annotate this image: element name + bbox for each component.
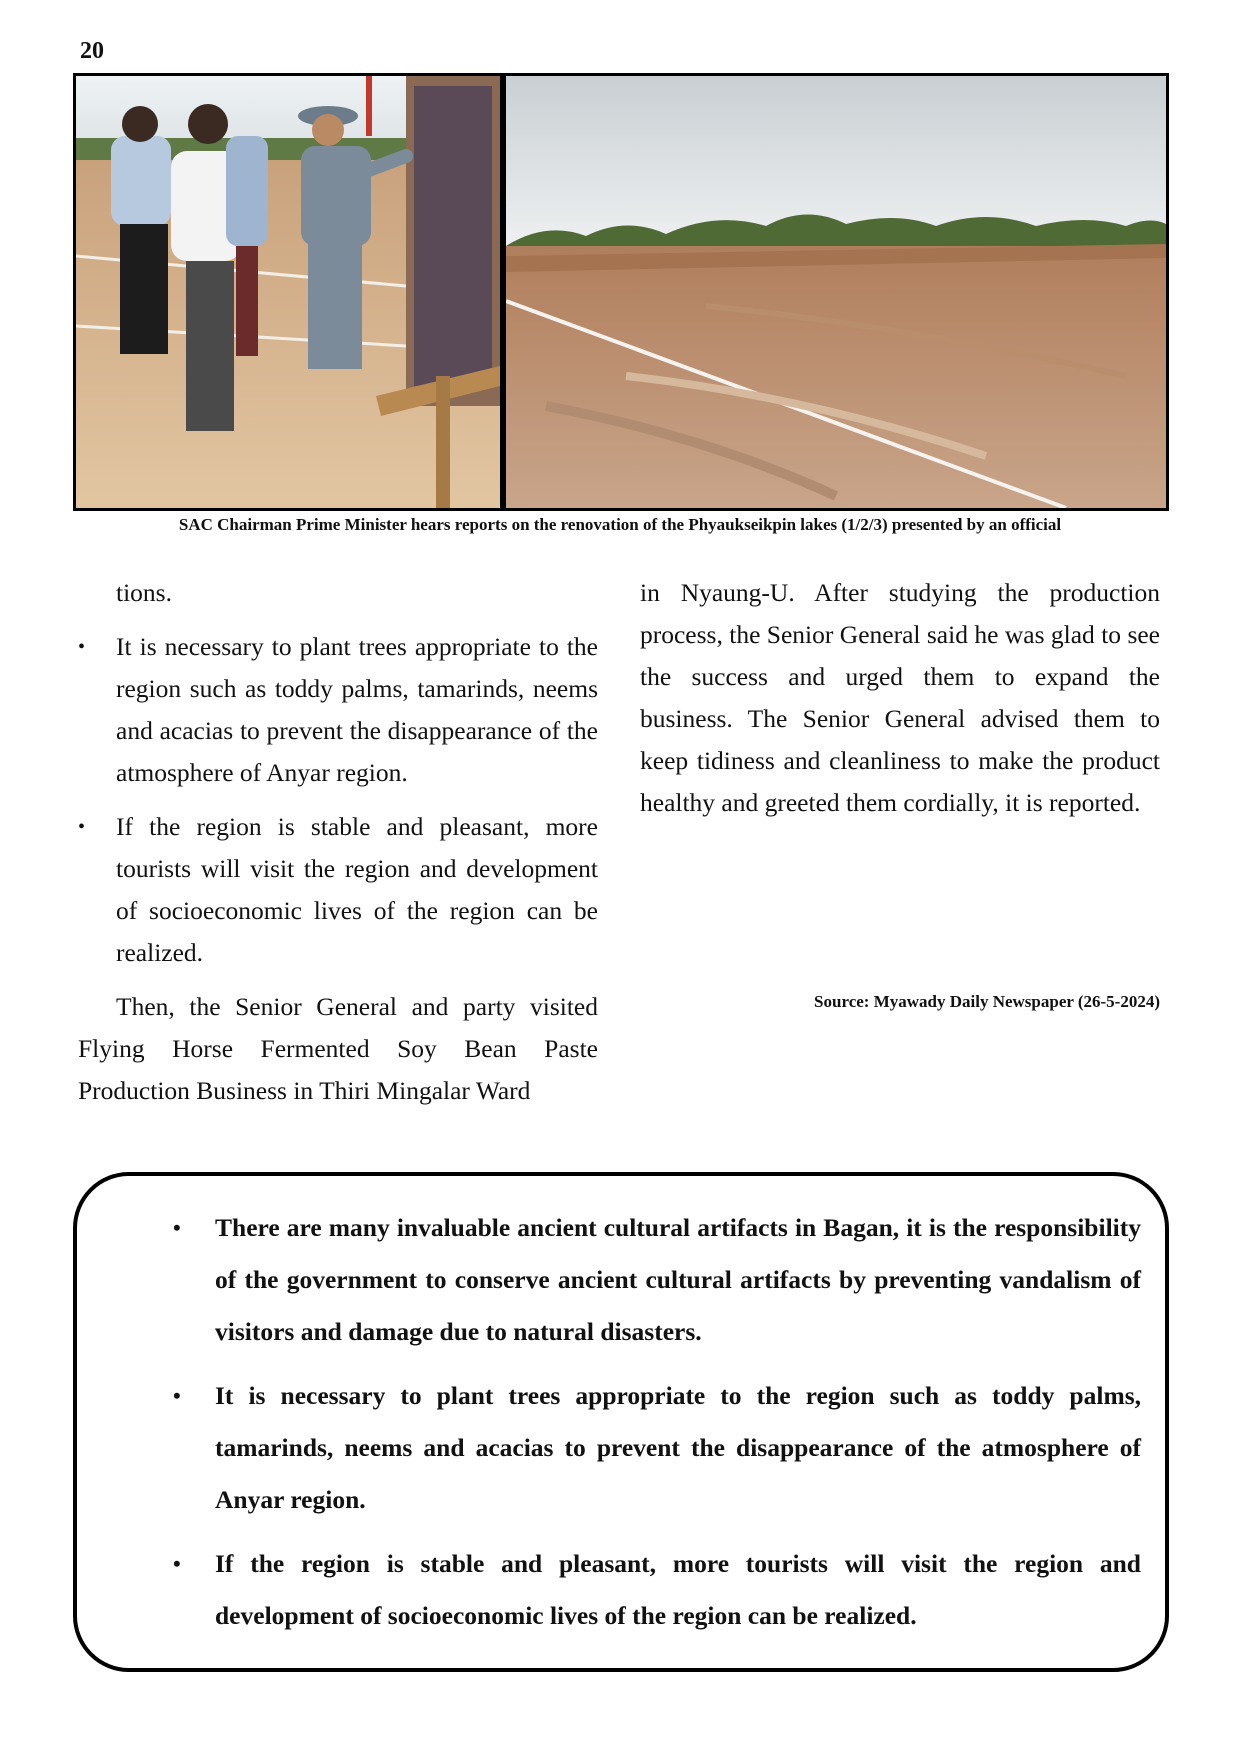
summary-item [141,1538,1141,1642]
summary-item [141,1202,1141,1358]
left-bullet-item [78,626,598,794]
photo-officials-briefing [76,76,500,508]
photo-caption: SAC Chairman Prime Minister hears reports on the renovation of the Phyaukseikpin lakes (1/2/3) presented by an official [178,515,1062,534]
left-paragraph: Then, the Senior General and party visited Flying Horse Fermented Soy Bean Paste Production Business in Thiri Mingalar Ward [78,992,598,1105]
summary-box [73,1172,1169,1672]
photo-strip [73,73,1169,511]
summary-item-text: There are many invaluable ancient cultural artifacts in Bagan, it is the responsibility of the government to conserve ancient cultural artifacts by preventing vandalism of visitors and damage due to natural disasters. [215,1213,1141,1346]
bullet-icon: • [173,1215,181,1240]
right-paragraph: in Nyaung-U. After studying the production process, the Senior General said he was glad to see the success and urged them to expand the business. The Senior General advised them to keep tidiness and cleanliness to make the product healthy and greeted them cordially, it is reported. [640,578,1160,817]
left-bullet-text: It is necessary to plant trees appropriate to the region such as toddy palms, tamarinds, neems and acacias to prevent the disappearance of the atmosphere of Anyar region. [116,632,598,787]
summary-item [141,1370,1141,1526]
bullet-icon: • [78,636,86,658]
left-column [78,572,598,1112]
photo-lake-bed [506,76,1166,508]
summary-item-text: It is necessary to plant trees appropriate to the region such as toddy palms, tamarinds, neems and acacias to prevent the disappearance of the atmosphere of Anyar region. [215,1381,1141,1514]
bullet-icon: • [78,816,86,838]
page-number: 20 [80,38,104,64]
left-bullet-item [78,806,598,974]
bullet-icon: • [173,1551,181,1576]
summary-item-text: If the region is stable and pleasant, more tourists will visit the region and development of socioeconomic lives of the region can be realized. [215,1549,1141,1630]
bullet-icon: • [173,1383,181,1408]
left-bullet-text: If the region is stable and pleasant, more tourists will visit the region and development of socioeconomic lives of the region can be realized. [116,812,598,967]
right-column [640,572,1160,824]
continued-text: tions. [116,578,172,607]
source-credit: Source: Myawady Daily Newspaper (26-5-2024) [814,992,1160,1011]
summary-list [141,1202,1141,1654]
